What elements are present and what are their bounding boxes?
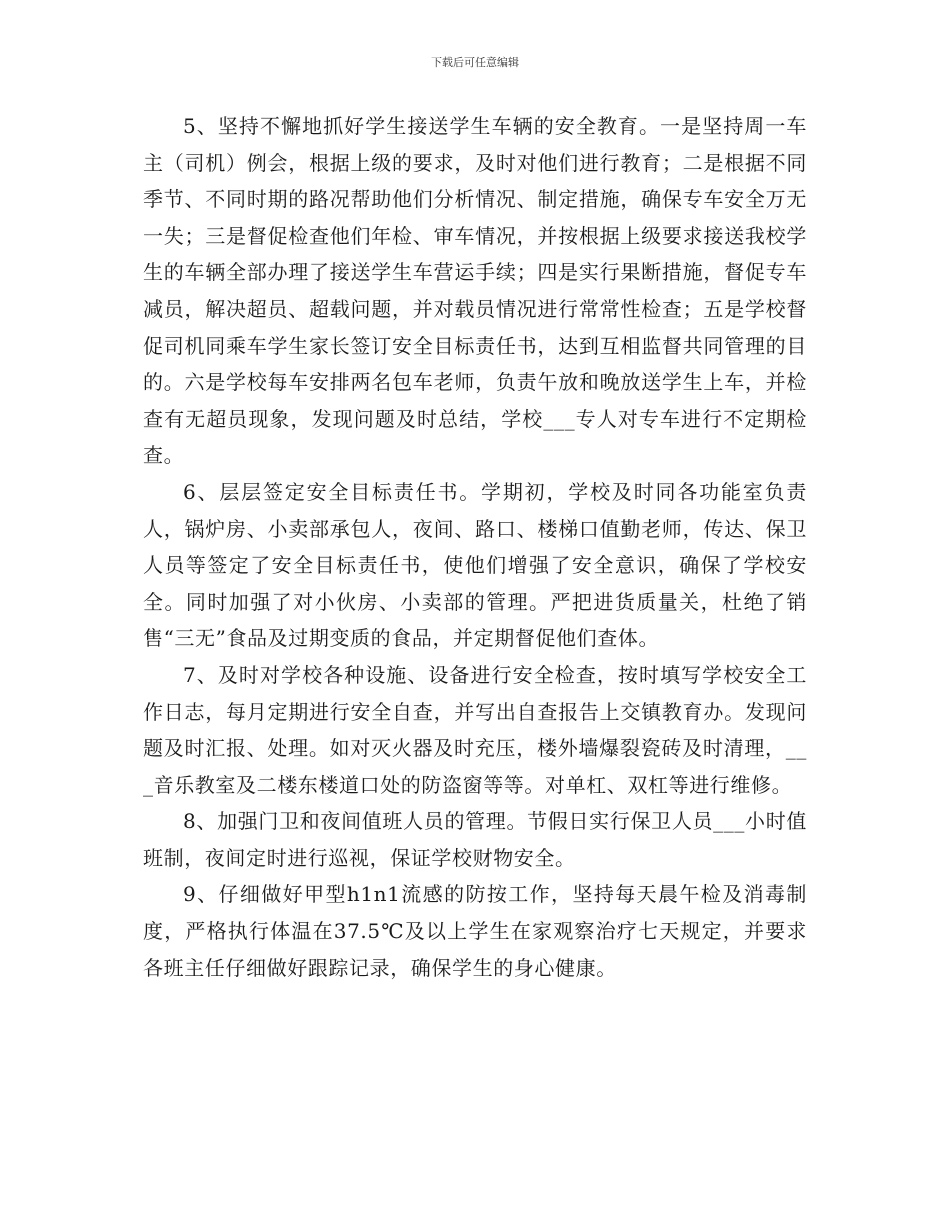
paragraph-9: 9、仔细做好甲型h1n1流感的防按工作，坚持每天晨午检及消毒制度，严格执行体温在37.5℃及以上学生在家观察治疗七天规定，并要求各班主任仔细做好跟踪记录，确保学生的身心健康。 — [143, 882, 807, 980]
page-header-note: 下载后可任意编辑 — [431, 56, 519, 69]
paragraph-5: 5、坚持不懈地抓好学生接送学生车辆的安全教育。一是坚持周一车主（司机）例会，根据上级的要求，及时对他们进行教育；二是根据不同季节、不同时期的路况帮助他们分析情况、制定措施，确保专车安全万无一失；三是督促检查他们年检、审车情况，并按根据上级要求接送我校学生的车辆全部办理了接送学生车营运手续；四是实行果断措施，督促专车减员，解决超员、超载问题，并对载员情况进行常常性检查；五是学校督促司机同乘车学生家长签订安全目标责任书，达到互相监督共同管理的目的。六是学校每车安排两名包车老师，负责午放和晚放送学生上车，并检查有无超员现象，发现问题及时总结，学校___专人对专车进行不定期检查。 — [143, 114, 807, 468]
paragraph-8: 8、加强门卫和夜间值班人员的管理。节假日实行保卫人员___小时值班制，夜间定时进行巡视，保证学校财物安全。 — [143, 809, 807, 870]
document-body — [143, 108, 807, 986]
paragraph-7: 7、及时对学校各种设施、设备进行安全检查，按时填写学校安全工作日志，每月定期进行安全自查，并写出自查报告上交镇教育办。发现问题及时汇报、处理。如对灭火器及时充压，楼外墙爆裂瓷砖及时清理，___音乐教室及二楼东楼道口处的防盗窗等等。对单杠、双杠等进行维修。 — [143, 662, 807, 797]
paragraph-6: 6、层层签定安全目标责任书。学期初，学校及时同各功能室负责人，锅炉房、小卖部承包人，夜间、路口、楼梯口值勤老师，传达、保卫人员等签定了安全目标责任书，使他们增强了安全意识，确保了学校安全。同时加强了对小伙房、小卖部的管理。严把进货质量关，杜绝了销售“三无”食品及过期变质的食品，并定期督促他们查体。 — [143, 479, 807, 651]
